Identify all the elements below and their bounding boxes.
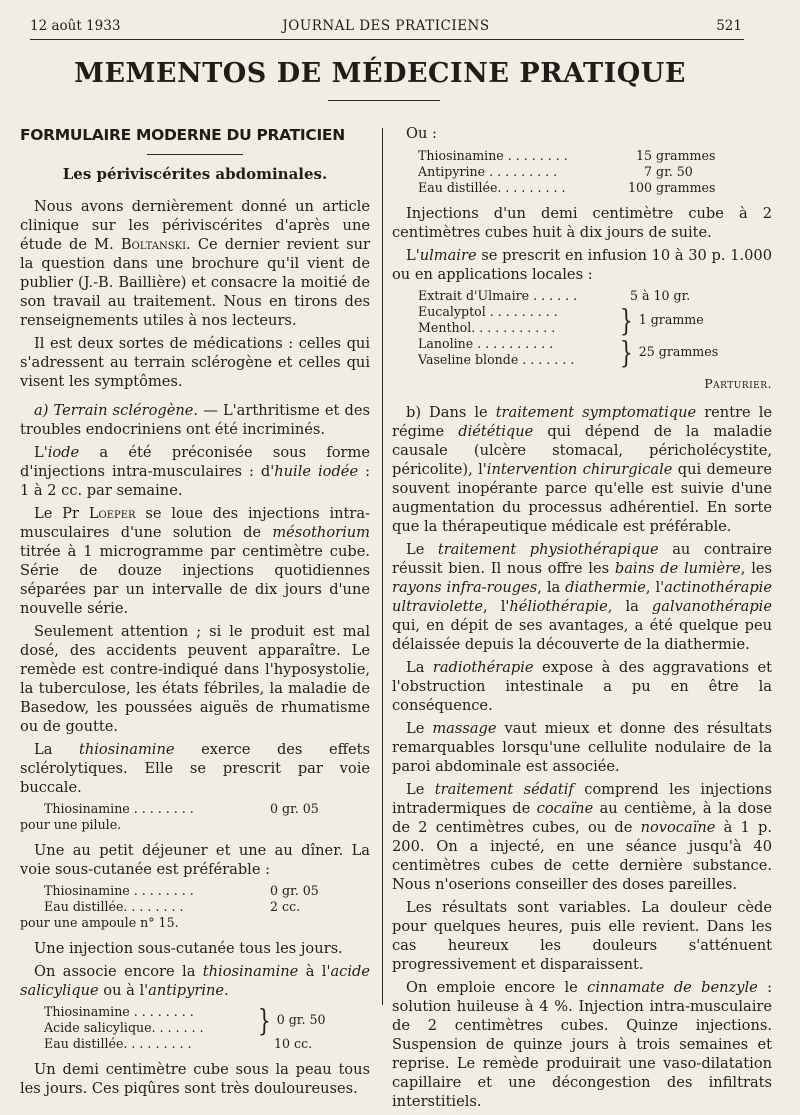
rx-note: pour une pilule.: [20, 817, 122, 832]
column-divider: [382, 128, 383, 1005]
rx-group: Thiosinamine . . . . . . . . Acide salicylique. . . . . . . } 0 gr. 50: [44, 1002, 326, 1038]
rx-group: Lanoline . . . . . . . . . . Vaseline blonde . . . . . . . } 25 grammes: [418, 334, 719, 370]
issue-date: 12 août 1933: [30, 18, 121, 34]
rx-note: pour une ampoule n° 15.: [20, 915, 179, 930]
journal-name: JOURNAL DES PRATICIENS: [282, 18, 490, 34]
rx-row: Antipyrine . . . . . . . . . 7 gr. 50: [418, 164, 693, 179]
brace-icon: }: [620, 334, 633, 370]
paragraph-physiotherapie: Le traitement physiothérapique au contraire réussit bien. Il nous offre les bains de lumière, les rayons infra-rouges, la diathermie, l'actinothérapie ultraviolette, l'héliothérapie, la galvanothérapie qui, en dépit de ses avantages, a été quelque peu délaissée depuis la découverte de la diathermie.: [392, 541, 773, 653]
paragraph-piqures: Un demi centimètre cube sous la peau tous les jours. Ces piqûres sont très douloureuses.: [20, 1061, 370, 1097]
paragraph-warning: Seulement attention ; si le produit est mal dosé, des accidents peuvent apparaître. Le remède est contre-indiqué dans l'hyposystolie, la tuberculose, les états fébriles, la maladie de Basedow, les poussées aiguës de rhumatisme ou de goutte.: [20, 623, 370, 735]
prescription-ampoule: [20, 883, 370, 931]
right-column: [392, 124, 772, 1115]
paragraph-resultats: Les résultats sont variables. La douleur cède pour quelques heures, puis elle revient. Dans les cas heureux les douleurs s'atténuent progressivement et disparaissent.: [392, 899, 772, 973]
paragraph-iode: L'iode a été préconisée sous forme d'injections intra-musculaires : d'huile iodée : 1 à 2 cc. par semaine.: [20, 444, 370, 499]
page-number: 521: [716, 18, 742, 34]
rx-row: Eau distillée. . . . . . . . 2 cc.: [44, 899, 301, 914]
paragraph-intro: Nous avons dernièrement donné un article clinique sur les périviscérites d'après une étude de M. Boltanski. Ce dernier revient sur la question dans une brochure qu'il vient de publier (J.-B. Baillière) et consacre la moitié de son travail au traitement. Nous en tirons des renseignements utiles à nos lecteurs.: [20, 198, 371, 329]
brace-icon: }: [620, 302, 633, 338]
title-divider: [328, 100, 440, 101]
paragraph-ulmaire: L'ulmaire se prescrit en infusion 10 à 30 p. 1.000 ou en applications locales :: [392, 247, 772, 283]
prescription-antipyrine: [418, 148, 772, 196]
rx-row: Thiosinamine . . . . . . . . 0 gr. 05: [44, 801, 319, 816]
paragraph-injection: Une injection sous-cutanée tous les jours.: [34, 940, 343, 957]
signature: Parturier.: [704, 376, 772, 391]
section-divider: [147, 154, 243, 155]
label-ou: Ou :: [406, 125, 437, 142]
left-column: [20, 124, 370, 1102]
author-name: Boltanski: [120, 236, 187, 253]
prescription-ulmaire: [418, 288, 772, 368]
brace-icon: }: [258, 1002, 271, 1038]
paragraph-radiotherapie: La radiothérapie expose à des aggravations et l'obstruction intestinale a pu en être la conséquence.: [392, 659, 772, 714]
header-divider: [30, 39, 744, 40]
prescription-pill: [20, 801, 370, 833]
paragraph-symptomatique: b) Dans le traitement symptomatique rentre le régime diététique qui dépend de la maladie causale (ulcère stomacal, péricholécystite, péricolite), l'intervention chirurgicale qui demeure souvent inopérante parce qu'elle est suivie d'une augmentation du processus adhérentiel. En sorte que la thérapeutique médicale est préférable.: [392, 404, 773, 535]
paragraph-cinnamate: On emploie encore le cinnamate de benzyle : solution huileuse à 4 %. Injection intra-musculaire de 2 centimètres cubes. Quinze injections. Suspension de quinze jours à trois semaines et reprise. Le remède produirait une vaso-dilatation capillaire et une décongestion des infiltrats interstitiels.: [392, 979, 773, 1110]
page-title: MEMENTOS DE MÉDECINE PRATIQUE: [74, 58, 686, 89]
running-head: [30, 14, 742, 40]
paragraph-massage: Le massage vaut mieux et donne des résultats remarquables lorsqu'une cellulite nodulaire de la paroi abdominale est associée.: [392, 720, 772, 775]
paragraph-thiosinamine: La thiosinamine exerce des effets sclérolytiques. Elle se prescrit par voie buccale.: [20, 741, 371, 796]
rx-row: Thiosinamine . . . . . . . . 15 grammes: [418, 148, 716, 163]
paragraph-medications: Il est deux sortes de médications : celles qui s'adressent au terrain sclérogène et celles qui visent les symptômes.: [20, 335, 370, 390]
article-subtitle: Les périviscérites abdominales.: [62, 165, 328, 183]
rx-row: Thiosinamine . . . . . . . . 0 gr. 05: [44, 883, 319, 898]
rx-row: Eau distillée. . . . . . . . . 10 cc.: [44, 1036, 313, 1051]
rx-row: Extrait d'Ulmaire . . . . . . 5 à 10 gr.: [418, 288, 691, 303]
paragraph-sedatif: Le traitement sédatif comprend les injections intradermiques de cocaïne au centième, à la dose de 2 centimètres cubes, ou de novocaïne à 1 p. 200. On a injecté, en une séance jusqu'à 40 centimètres cubes de cette dernière substance. Nous n'oserions conseiller des doses pareilles.: [392, 781, 773, 893]
section-title: FORMULAIRE MODERNE DU PRATICIEN: [20, 126, 345, 144]
paragraph-associe: On associe encore la thiosinamine à l'acide salicylique ou à l'antipyrine.: [20, 963, 370, 999]
rx-group: Eucalyptol . . . . . . . . . Menthol. . . . . . . . . . . } 1 gramme: [418, 302, 704, 338]
rx-row: Eau distillée. . . . . . . . . 100 grammes: [418, 180, 716, 195]
paragraph-injections: Injections d'un demi centimètre cube à 2 centimètres cubes huit à dix jours de suite.: [392, 205, 772, 241]
paragraph-terrain: a) Terrain sclérogène. — L'arthritisme et des troubles endocriniens ont été incriminés.: [20, 402, 371, 438]
paragraph-dosage: Une au petit déjeuner et une au dîner. La voie sous-cutanée est préférable :: [20, 842, 370, 878]
prescription-salicylique: [44, 1004, 370, 1052]
paragraph-loeper: Le Pr Loeper se loue des injections intra-musculaires d'une solution de mésothorium titrée à 1 microgramme par centimètre cube. Série de douze injections quotidiennes séparées par un intervalle de dix jours d'une nouvelle série.: [20, 505, 370, 617]
